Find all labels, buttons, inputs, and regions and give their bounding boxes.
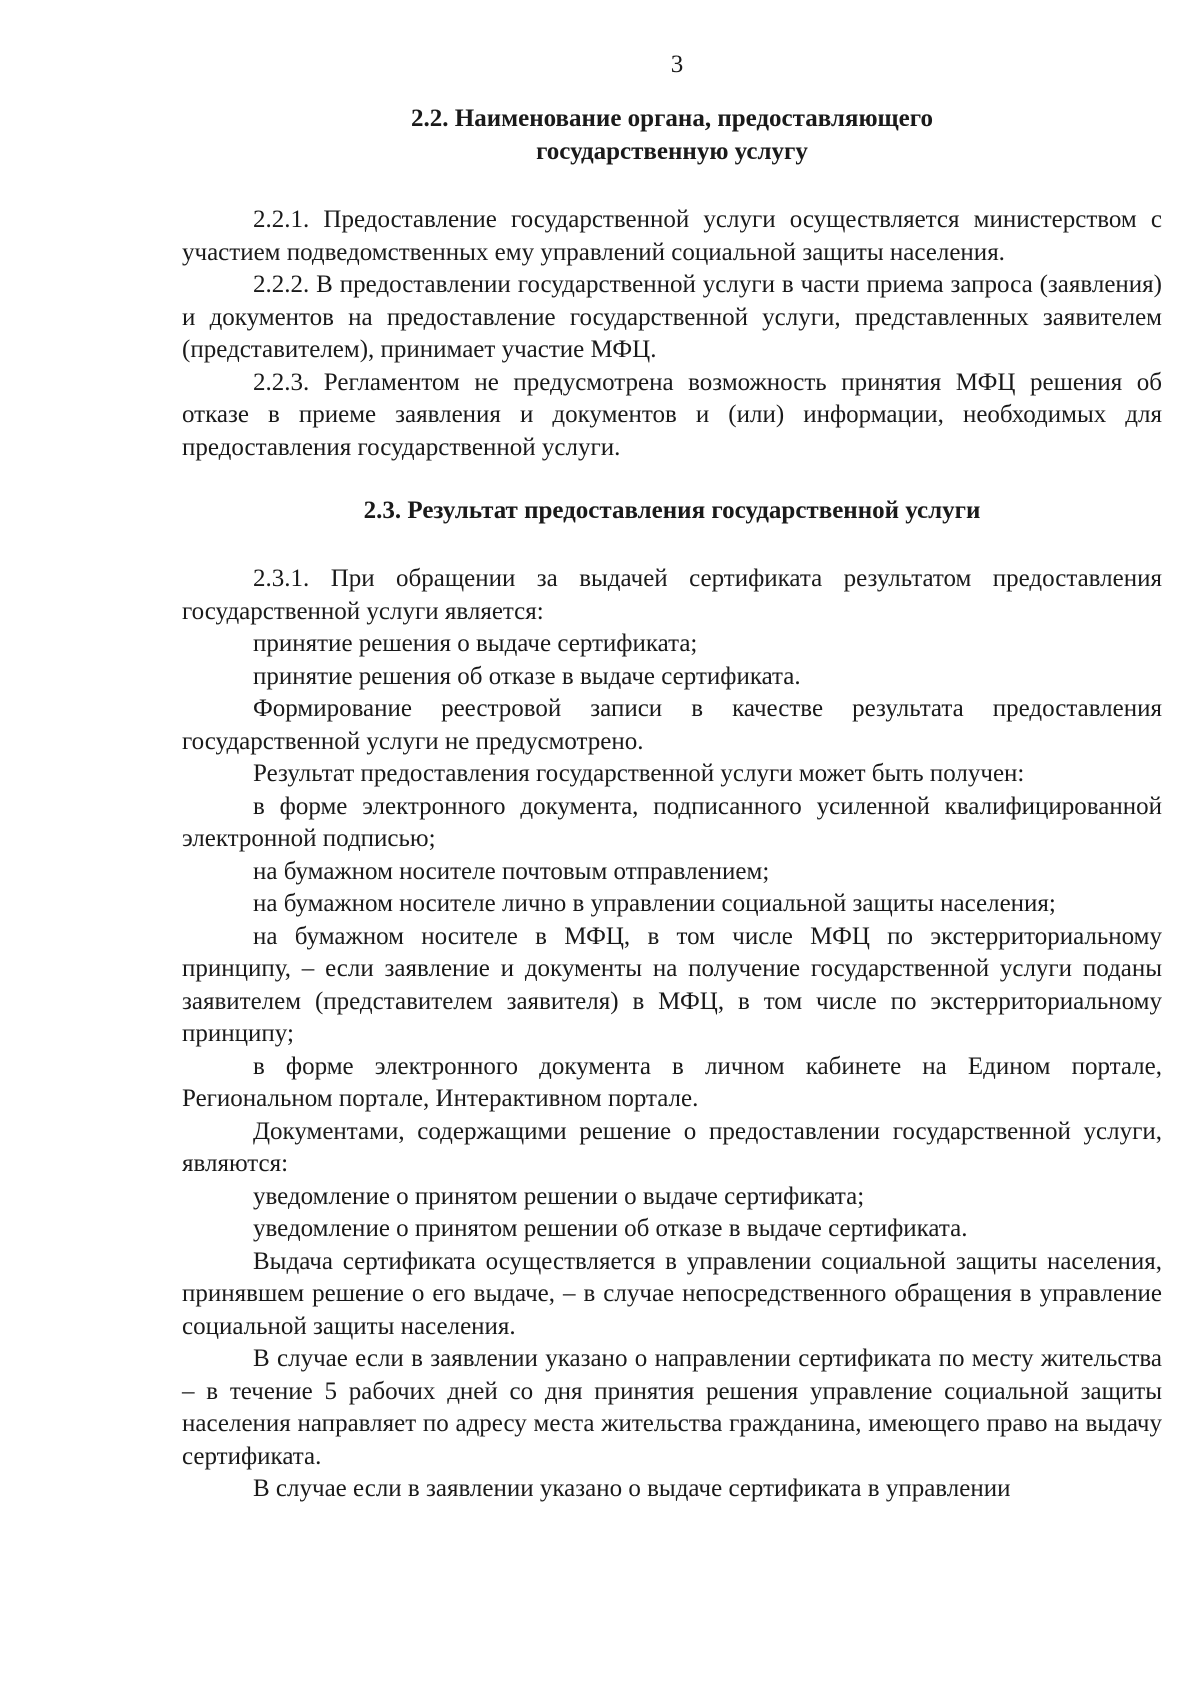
document-page xyxy=(182,50,1162,1506)
paragraph: на бумажном носителе в МФЦ, в том числе МФЦ по экстерриториальному принципу, – если заявление и документы на получение государственной услуги поданы заявителем (представителем заявителя) в МФЦ, в том числе по экстерриториальному принципу; xyxy=(182,922,1162,1047)
section-2-2-title-line1: 2.2. Наименование органа, предоставляющего xyxy=(411,105,933,132)
paragraph: Выдача сертификата осуществляется в управлении социальной защиты населения, принявшем решение о его выдаче, – в случае непосредственного обращения в управление социальной защиты населения. xyxy=(182,1247,1162,1340)
section-2-3-title: 2.3. Результат предоставления государственной услуги xyxy=(363,497,981,524)
paragraph: принятие решения о выдаче сертификата; xyxy=(253,630,698,657)
paragraph: принятие решения об отказе в выдаче сертификата. xyxy=(253,662,801,690)
paragraph: в форме электронного документа, подписанного усиленной квалифицированной электронной подписью; xyxy=(182,792,1162,852)
paragraph: В случае если в заявлении указано о выдаче сертификата в управлении xyxy=(253,1475,1011,1502)
paragraph-2-2-2: 2.2.2. В предоставлении государственной услуги в части приема запроса (заявления) и документов на предоставление государственной услуги, представленных заявителем (представителем), принимает участие МФЦ. xyxy=(182,271,1162,363)
paragraph: В случае если в заявлении указано о направлении сертификата по месту жительства – в течение 5 рабочих дней со дня принятия решения управление социальной защиты населения направляет по адресу места жительства гражданина, имеющего право на выдачу сертификата. xyxy=(182,1345,1162,1470)
paragraph: Документами, содержащими решение о предоставлении государственной услуги, являются: xyxy=(182,1117,1162,1177)
paragraph: на бумажном носителе почтовым отправлением; xyxy=(253,857,770,885)
section-2-2-title-line2: государственную услугу xyxy=(536,138,808,165)
paragraph-2-2-3: 2.2.3. Регламентом не предусмотрена возможность принятия МФЦ решения об отказе в приеме заявления и документов и (или) информации, необходимых для предоставления государственной услуги. xyxy=(182,368,1162,461)
paragraph: Результат предоставления государственной услуги может быть получен: xyxy=(253,760,1025,787)
paragraph: в форме электронного документа в личном кабинете на Едином портале, Региональном портале, Интерактивном портале. xyxy=(182,1052,1162,1112)
paragraph-2-2-1: 2.2.1. Предоставление государственной услуги осуществляется министерством с участием подведомственных ему управлений социальной защиты населения. xyxy=(182,206,1162,266)
paragraph: уведомление о принятом решении об отказе в выдаче сертификата. xyxy=(253,1215,968,1242)
page-number: 3 xyxy=(670,51,684,78)
paragraph: на бумажном носителе лично в управлении социальной защиты населения; xyxy=(253,890,1056,917)
paragraph: Формирование реестровой записи в качестве результата предоставления государственной услуги не предусмотрено. xyxy=(182,695,1162,755)
section-2-2-title xyxy=(182,102,1162,168)
paragraph: уведомление о принятом решении о выдаче сертификата; xyxy=(253,1182,865,1210)
paragraph-2-3-1: 2.3.1. При обращении за выдачей сертификата результатом предоставления государственной услуги является: xyxy=(182,565,1162,625)
